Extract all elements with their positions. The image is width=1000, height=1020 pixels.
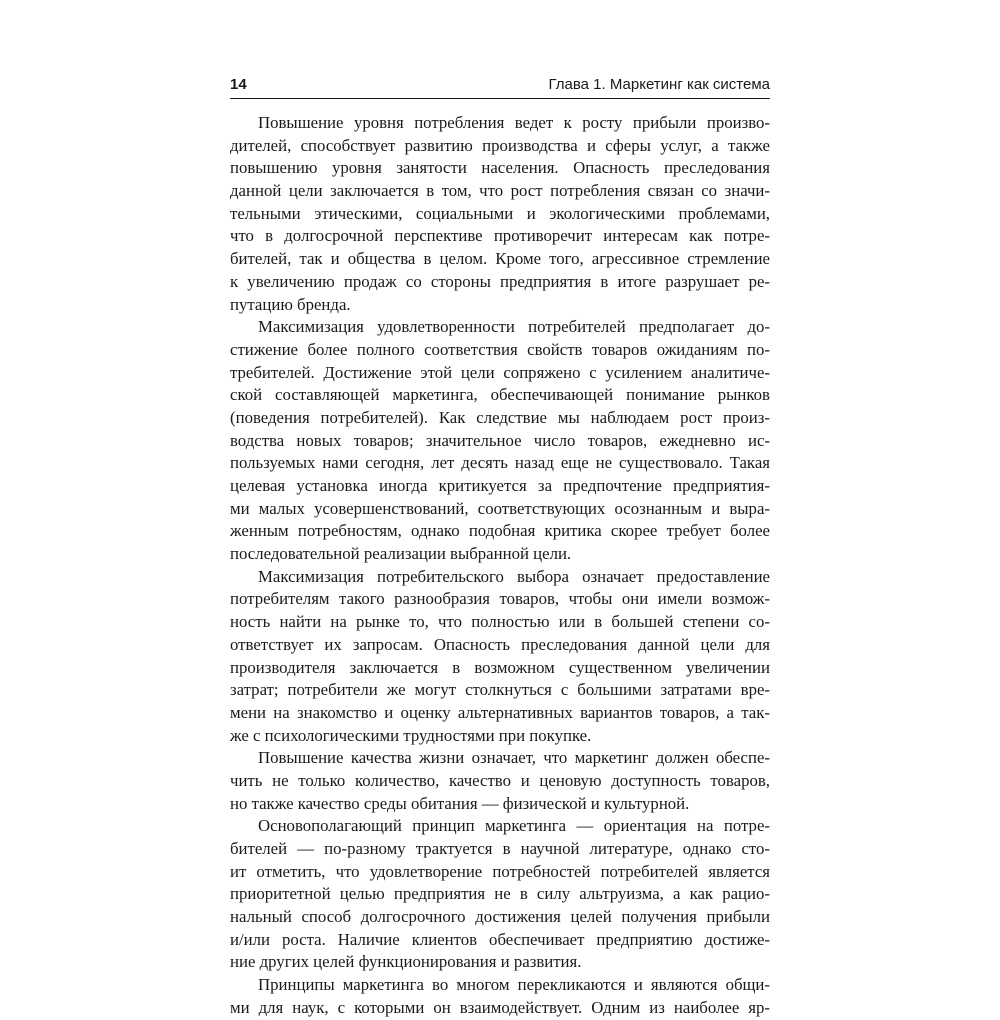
body-text [230,112,770,1020]
text-line: женным потребностям, однако подобная критика скорее требует более [230,521,770,541]
text-line: бителей, так и общества в целом. Кроме того, агрессивное стремление [230,249,770,269]
text-line: мени на знакомство и оценку альтернативных вариантов товаров, а так- [230,702,770,722]
header-rule [230,98,770,99]
text-line: данной цели заключается в том, что рост потребления связан со значи- [230,181,770,201]
text-line: целевая установка иногда критикуется за предпочтение предприятия- [230,476,770,495]
text-line: ит отметить, что удовлетворение потребностей потребителей является [230,861,770,881]
running-title: Глава 1. Маркетинг как система [548,76,770,93]
text-line: к увеличению продаж со стороны предприятия в итоге разрушает ре- [230,271,770,291]
text-line: и/или роста. Наличие клиентов обеспечивает предприятию достиже- [230,929,770,949]
text-line: тельными этическими, социальными и экологическими проблемами, [230,203,770,223]
text-line: приоритетной целью предприятия не в силу альтруизма, а как рацио- [230,884,770,904]
text-line: водства новых товаров; значительное число товаров, ежедневно ис- [230,430,770,450]
text-line: повышению уровня занятости населения. Опасность преследования [230,158,770,178]
text-line: (поведения потребителей). Как следствие мы наблюдаем рост произ- [230,407,770,427]
text-line: Принципы маркетинга во многом перекликаются и являются общи- [258,975,770,995]
page-header [230,76,770,100]
text-line: Максимизация потребительского выбора означает предоставление [258,566,770,586]
paragraph-core-principle [230,815,770,974]
text-line: стижение более полного соответствия свойств товаров ожиданиям по- [230,339,770,359]
text-line: последовательной реализации выбранной цели. [230,544,572,564]
text-line: дителей, способствует развитию производства и сферы услуг, а также [230,135,770,155]
text-line: нальный способ долгосрочного достижения целей получения прибыли [230,907,770,927]
text-line: же с психологическими трудностями при покупке. [230,725,592,745]
paragraph-choice [230,566,770,748]
text-line: ской составляющей маркетинга, обеспечивающей понимание рынков [230,385,770,405]
text-line: пользуемых нами сегодня, лет десять назад еще не существовало. Такая [230,453,770,473]
page-number: 14 [230,76,247,93]
paragraph-quality-of-life [230,747,770,815]
text-line: но также качество среды обитания — физической и культурной. [230,793,690,813]
text-line: ние других целей функционирования и развития. [230,952,582,972]
text-line: требителей. Достижение этой цели сопряжено с усилением аналитиче- [230,362,770,382]
paragraph-principles [230,974,770,1019]
text-line: ми для наук, с которыми он взаимодействует. Одним из наиболее яр- [230,997,770,1017]
text-line: производителя заключается в возможном существенном увеличении [230,657,770,677]
text-line: ми малых усовершенствований, соответствующих осознанным и выра- [230,498,770,518]
text-line: ность найти на рынке то, что полностью или в большей степени со- [230,612,770,632]
text-line: бителей — по-разному трактуется в научной литературе, однако сто- [230,839,770,858]
text-line: Основополагающий принцип маркетинга — ориентация на потре- [258,816,770,836]
text-line: ответствует их запросам. Опасность преследования данной цели для [230,634,770,654]
text-line: Повышение качества жизни означает, что маркетинг должен обеспе- [258,748,770,768]
text-line: путацию бренда. [230,294,351,314]
paragraph-consumption-growth [230,112,770,316]
paragraph-satisfaction [230,316,770,566]
text-line: Максимизация удовлетворенности потребителей предполагает до- [258,317,770,337]
text-line: что в долгосрочной перспективе противоречит интересам как потре- [230,226,770,246]
text-line: чить не только количество, качество и ценовую доступность товаров, [230,770,770,790]
text-line: затрат; потребители же могут столкнуться с большими затратами вре- [230,680,770,700]
text-line: потребителям такого разнообразия товаров, чтобы они имели возмож- [230,589,770,609]
text-line: Повышение уровня потребления ведет к росту прибыли произво- [258,113,770,132]
